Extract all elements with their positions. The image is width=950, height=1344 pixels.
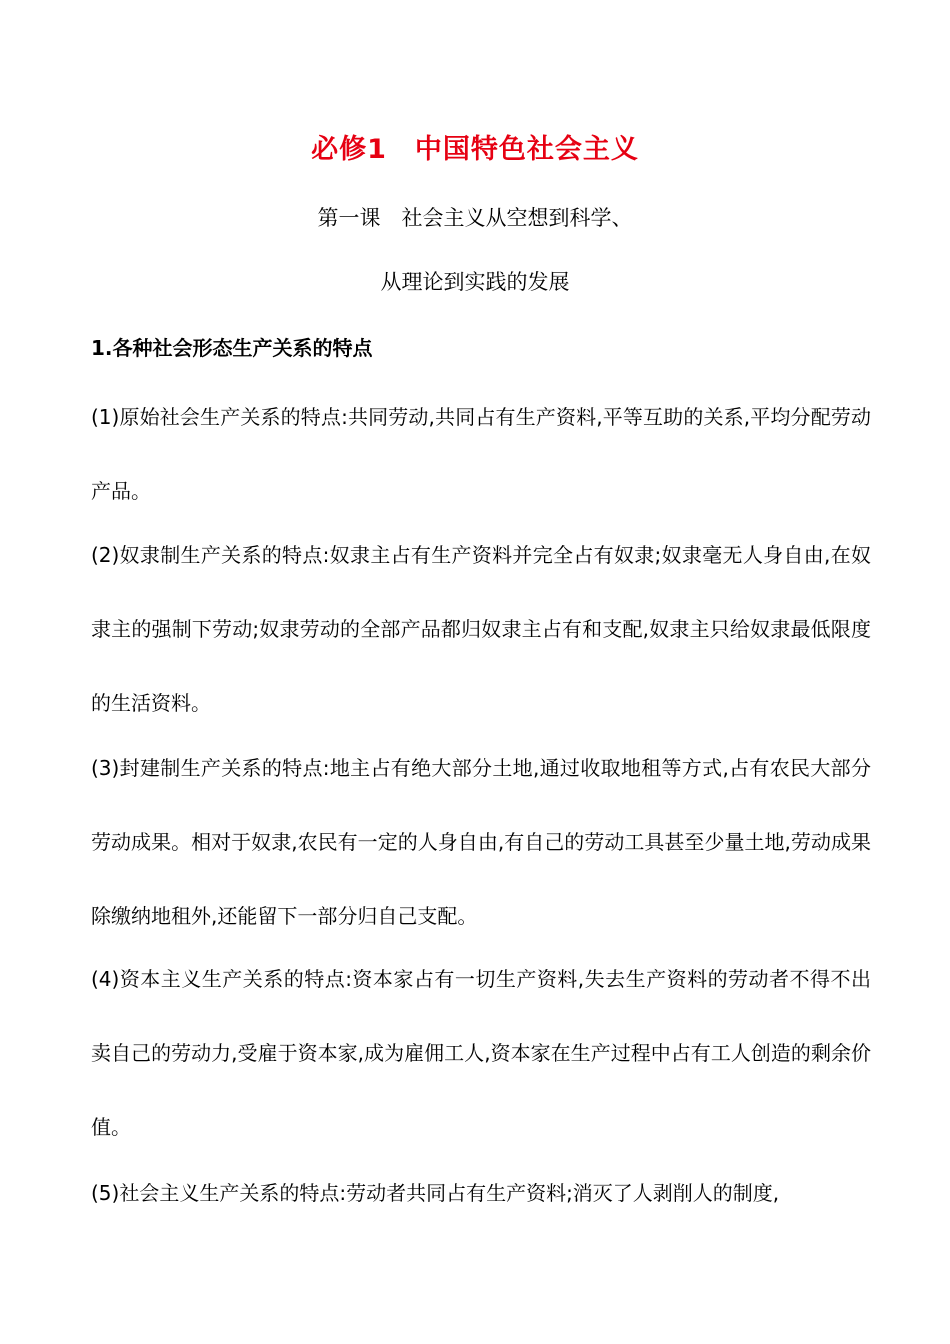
section-heading: 1.各种社会形态生产关系的特点 xyxy=(91,336,373,360)
lesson-title-line-2: 从理论到实践的发展 xyxy=(380,270,570,294)
page-title: 必修1 中国特色社会主义 xyxy=(311,134,639,165)
lesson-title-line-1: 第一课 社会主义从空想到科学、 xyxy=(317,206,633,230)
paragraph-socialism: (5)社会主义生产关系的特点:劳动者共同占有生产资料;消灭了人剥削人的制度, xyxy=(91,1181,780,1205)
paragraph-feudalism: (3)封建制生产关系的特点:地主占有绝大部分土地,通过收取地租等方式,占有农民大部分劳动成果。相对于奴隶,农民有一定的人身自由,有自己的劳动工具甚至少量土地,劳动成果除缴纳地租外,还能留下一部分归自己支配。 xyxy=(91,756,871,928)
paragraph-primitive-society: (1)原始社会生产关系的特点:共同劳动,共同占有生产资料,平等互助的关系,平均分配劳动产品。 xyxy=(91,405,871,503)
paragraph-capitalism: (4)资本主义生产关系的特点:资本家占有一切生产资料,失去生产资料的劳动者不得不出卖自己的劳动力,受雇于资本家,成为雇佣工人,资本家在生产过程中占有工人创造的剩余价值。 xyxy=(91,967,871,1139)
paragraph-slavery: (2)奴隶制生产关系的特点:奴隶主占有生产资料并完全占有奴隶;奴隶毫无人身自由,在奴隶主的强制下劳动;奴隶劳动的全部产品都归奴隶主占有和支配,奴隶主只给奴隶最低限度的生活资料。 xyxy=(91,543,871,715)
